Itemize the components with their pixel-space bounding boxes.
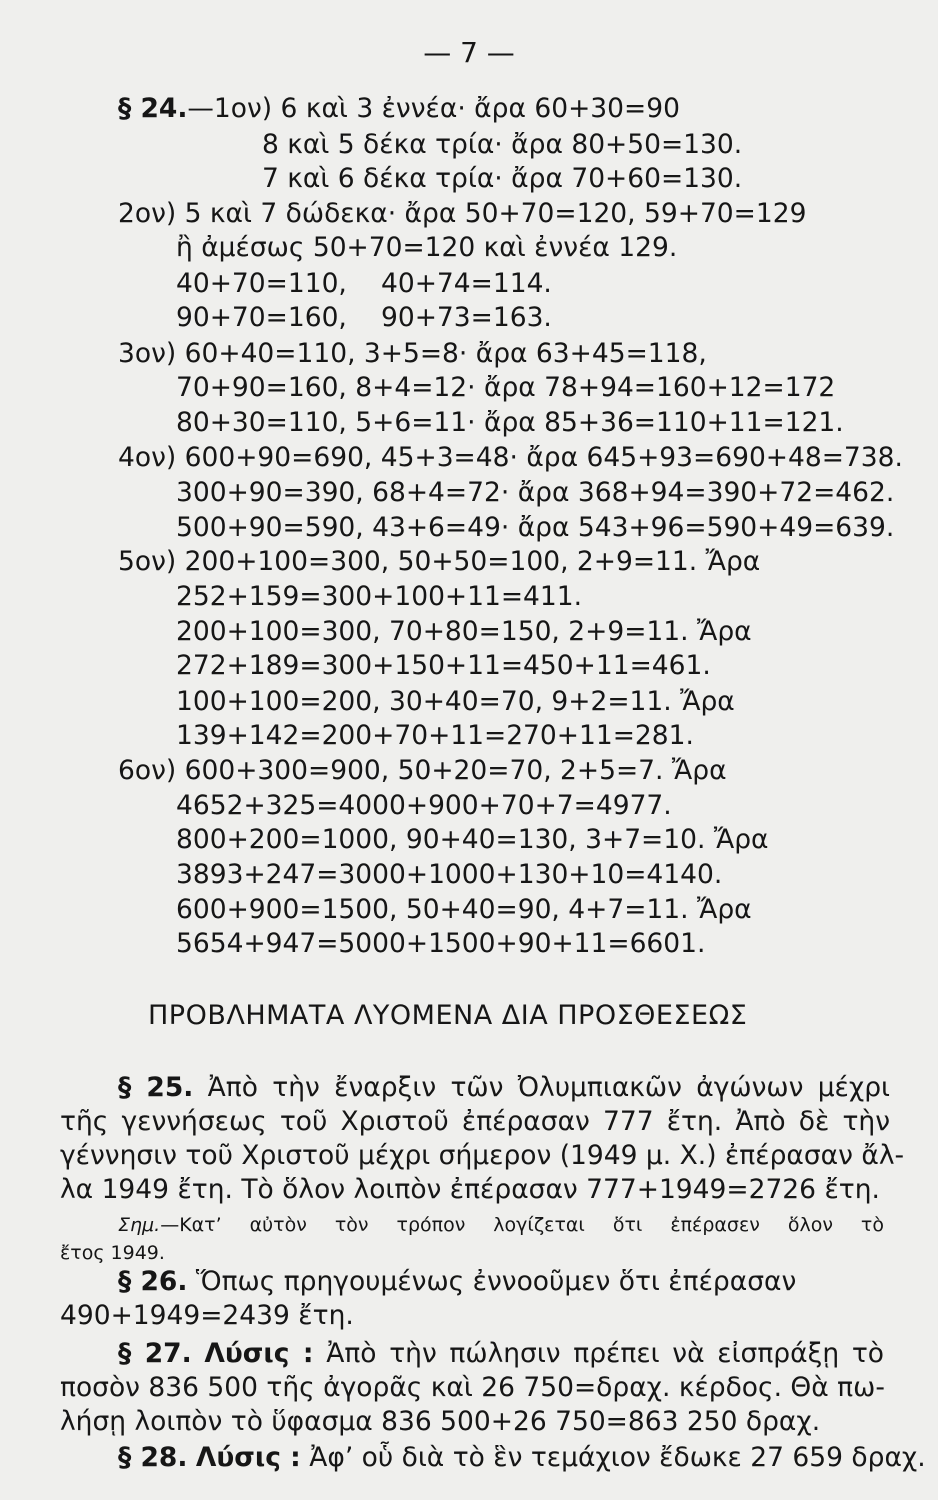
- s24-line-24: 600+900=1500, 50+40=90, 4+7=11. Ἄρα: [176, 894, 752, 925]
- section-heading: ΠΡΟΒΛΗΜΑΤΑ ΛΥΟΜΕΝΑ ΔΙΑ ΠΡΟΣΘΕΣΕΩΣ: [148, 1000, 748, 1031]
- s24-line-8: 3ον) 60+40=110, 3+5=8· ἄρα 63+45=118,: [118, 338, 707, 369]
- s24-line-7a: 90+70=160,: [176, 302, 347, 333]
- s26-line-1: § 26. Ὅπως πρηγουμένως ἐννοοῦμεν ὅτι ἐπέρασαν: [118, 1266, 797, 1297]
- s28-label: Λύσις :: [195, 1442, 301, 1473]
- s25-line-3: γέννησιν τοῦ Χριστοῦ μέχρι σήμερον (1949 μ. Χ.) ἐπέρασαν ἄλ-: [60, 1140, 905, 1171]
- s24-line-16: 200+100=300, 70+80=150, 2+9=11. Ἄρα: [176, 616, 752, 647]
- s24-line-20: 6ον) 600+300=900, 50+20=70, 2+5=7. Ἄρα: [118, 755, 727, 786]
- s24-line-1: § 24.—1ον) 6 καὶ 3 ἐννέα· ἄρα 60+30=90: [118, 93, 680, 124]
- s26-line-2: 490+1949=2439 ἔτη.: [60, 1300, 354, 1331]
- s27-label: Λύσις :: [204, 1338, 314, 1369]
- s27-mark: § 27.: [118, 1338, 192, 1369]
- s24-line-10: 80+30=110, 5+6=11· ἄρα 85+36=110+11=121.: [176, 407, 844, 438]
- s25-mark: § 25.: [118, 1072, 194, 1103]
- s24-line-17: 272+189=300+150+11=450+11=461.: [176, 650, 711, 681]
- s24-line-21: 4652+325=4000+900+70+7=4977.: [176, 790, 672, 821]
- s25-line-4: λα 1949 ἔτη. Τὸ ὅλον λοιπὸν ἐπέρασαν 777+1949=2726 ἔτη.: [60, 1174, 880, 1205]
- s24-mark: § 24.: [118, 93, 188, 124]
- s25-note-label: Σημ.: [118, 1214, 161, 1236]
- s24-line-5: ἢ ἀμέσως 50+70=120 καὶ ἐννέα 129.: [176, 232, 678, 263]
- s27-line-2: ποσὸν 836 500 τῆς ἀγορᾶς καὶ 26 750=δραχ. κέρδος. Θὰ πω-: [60, 1372, 885, 1403]
- s26-mark: § 26.: [118, 1266, 188, 1297]
- page-number: — 7 —: [423, 36, 515, 69]
- s28-line-1: § 28. Λύσις : Ἀφ’ οὗ διὰ τὸ ἓν τεμάχιον ἔδωκε 27 659 δραχ.: [118, 1442, 926, 1473]
- s24-line-23: 3893+247=3000+1000+130+10=4140.: [176, 859, 723, 890]
- s24-line-15: 252+159=300+100+11=411.: [176, 581, 583, 612]
- s28-mark: § 28.: [118, 1442, 188, 1473]
- s24-line-19: 139+142=200+70+11=270+11=281.: [176, 720, 694, 751]
- s24-line-3: 7 καὶ 6 δέκα τρία· ἄρα 70+60=130.: [262, 163, 743, 194]
- s24-line-12: 300+90=390, 68+4=72· ἄρα 368+94=390+72=462.: [176, 477, 895, 508]
- s24-line-18: 100+100=200, 30+40=70, 9+2=11. Ἄρα: [176, 686, 735, 717]
- s25-line-1: § 25. Ἀπὸ τὴν ἔναρξιν τῶν Ὀλυμπιακῶν ἀγώνων μέχρι: [118, 1072, 890, 1103]
- s24-line-2: 8 καὶ 5 δέκα τρία· ἄρα 80+50=130.: [262, 129, 743, 160]
- s24-line-7b: 90+73=163.: [381, 302, 552, 333]
- s24-line-25: 5654+947=5000+1500+90+11=6601.: [176, 928, 706, 959]
- s24-line-22: 800+200=1000, 90+40=130, 3+7=10. Ἄρα: [176, 824, 769, 855]
- s27-line-1: § 27. Λύσις : Ἀπὸ τὴν πώλησιν πρέπει νὰ εἰσπράξῃ τὸ: [118, 1338, 885, 1369]
- s24-line-13: 500+90=590, 43+6=49· ἄρα 543+96=590+49=639.: [176, 512, 895, 543]
- s25-line-2: τῆς γεννήσεως τοῦ Χριστοῦ ἐπέρασαν 777 ἔτη. Ἀπὸ δὲ τὴν: [60, 1106, 890, 1137]
- s24-line-6a: 40+70=110,: [176, 268, 347, 299]
- s25-note: Σημ.—Κατ’ αὐτὸν τὸν τρόπον λογίζεται ὅτι ἐπέρασεν ὅλον τὸ: [118, 1214, 884, 1236]
- s24-line-11: 4ον) 600+90=690, 45+3=48· ἄρα 645+93=690+48=738.: [118, 442, 903, 473]
- s24-line-9: 70+90=160, 8+4=12· ἄρα 78+94=160+12=172: [176, 372, 836, 403]
- s24-line-6b: 40+74=114.: [381, 268, 552, 299]
- s25-note-line-2: ἔτος 1949.: [60, 1242, 165, 1264]
- s24-line-4: 2ον) 5 καὶ 7 δώδεκα· ἄρα 50+70=120, 59+70=129: [118, 198, 807, 229]
- s27-line-3: λήσῃ λοιπὸν τὸ ὕφασμα 836 500+26 750=863 250 δραχ.: [60, 1406, 821, 1437]
- s24-line-14: 5ον) 200+100=300, 50+50=100, 2+9=11. Ἄρα: [118, 546, 761, 577]
